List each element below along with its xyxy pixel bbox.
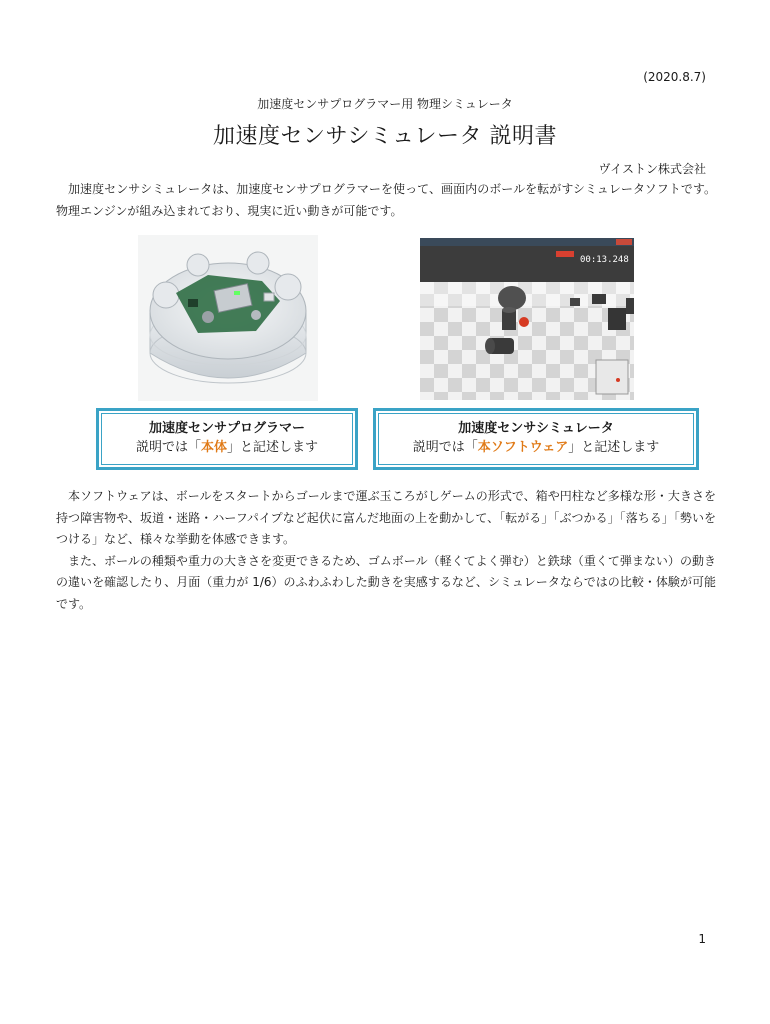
device-photo [138, 235, 318, 401]
caption-heading: 加速度センサプログラマー [148, 421, 305, 436]
company-name: ヴイストン株式会社 [598, 162, 706, 176]
document-title: 加速度センサシミュレータ 説明書 [212, 124, 558, 149]
caption-emphasis: 本ソフトウェア [477, 440, 569, 455]
page-number: 1 [698, 932, 706, 946]
document-date: (2020.8.7) [643, 70, 706, 84]
caption-description: 説明では「本体」と記述します [135, 440, 319, 455]
sim-timer: 00:13.248 [580, 255, 629, 265]
caption-box-software [373, 408, 699, 470]
caption-description: 説明では「本ソフトウェア」と記述します [412, 440, 660, 455]
document-subtitle: 加速度センサプログラマー用 物理シミュレータ [257, 97, 513, 111]
simulator-screenshot [420, 238, 634, 400]
caption-box-device [96, 408, 358, 470]
caption-heading: 加速度センサシミュレータ [458, 421, 614, 436]
body-text [56, 486, 716, 615]
body-paragraph: 本ソフトウェアは、ボールをスタートからゴールまで運ぶ玉ころがしゲームの形式で、箱や円柱など多様な形・大きさを持つ障害物や、坂道・迷路・ハーフパイプなど起伏に富んだ地面の上を動かして、「転がる」「ぶつかる」「落ちる」「勢いをつける」など、様々な挙動を体感できます。 [56, 489, 716, 546]
intro-text: 加速度センサシミュレータは、加速度センサプログラマーを使って、画面内のボールを転がすシミュレータソフトです。物理エンジンが組み込まれており、現実に近い動きが可能です。 [56, 182, 716, 218]
body-paragraph: また、ボールの種類や重力の大きさを変更できるため、ゴムボール（軽くてよく弾む）と鉄球（重くて弾まない）の動きの違いを確認したり、月面（重力が 1/6）のふわふわした動きを実感するなど、シミュレータならではの比較・体験が可能です。 [56, 553, 716, 611]
intro-paragraph [56, 179, 716, 222]
caption-emphasis: 本体 [200, 440, 227, 455]
